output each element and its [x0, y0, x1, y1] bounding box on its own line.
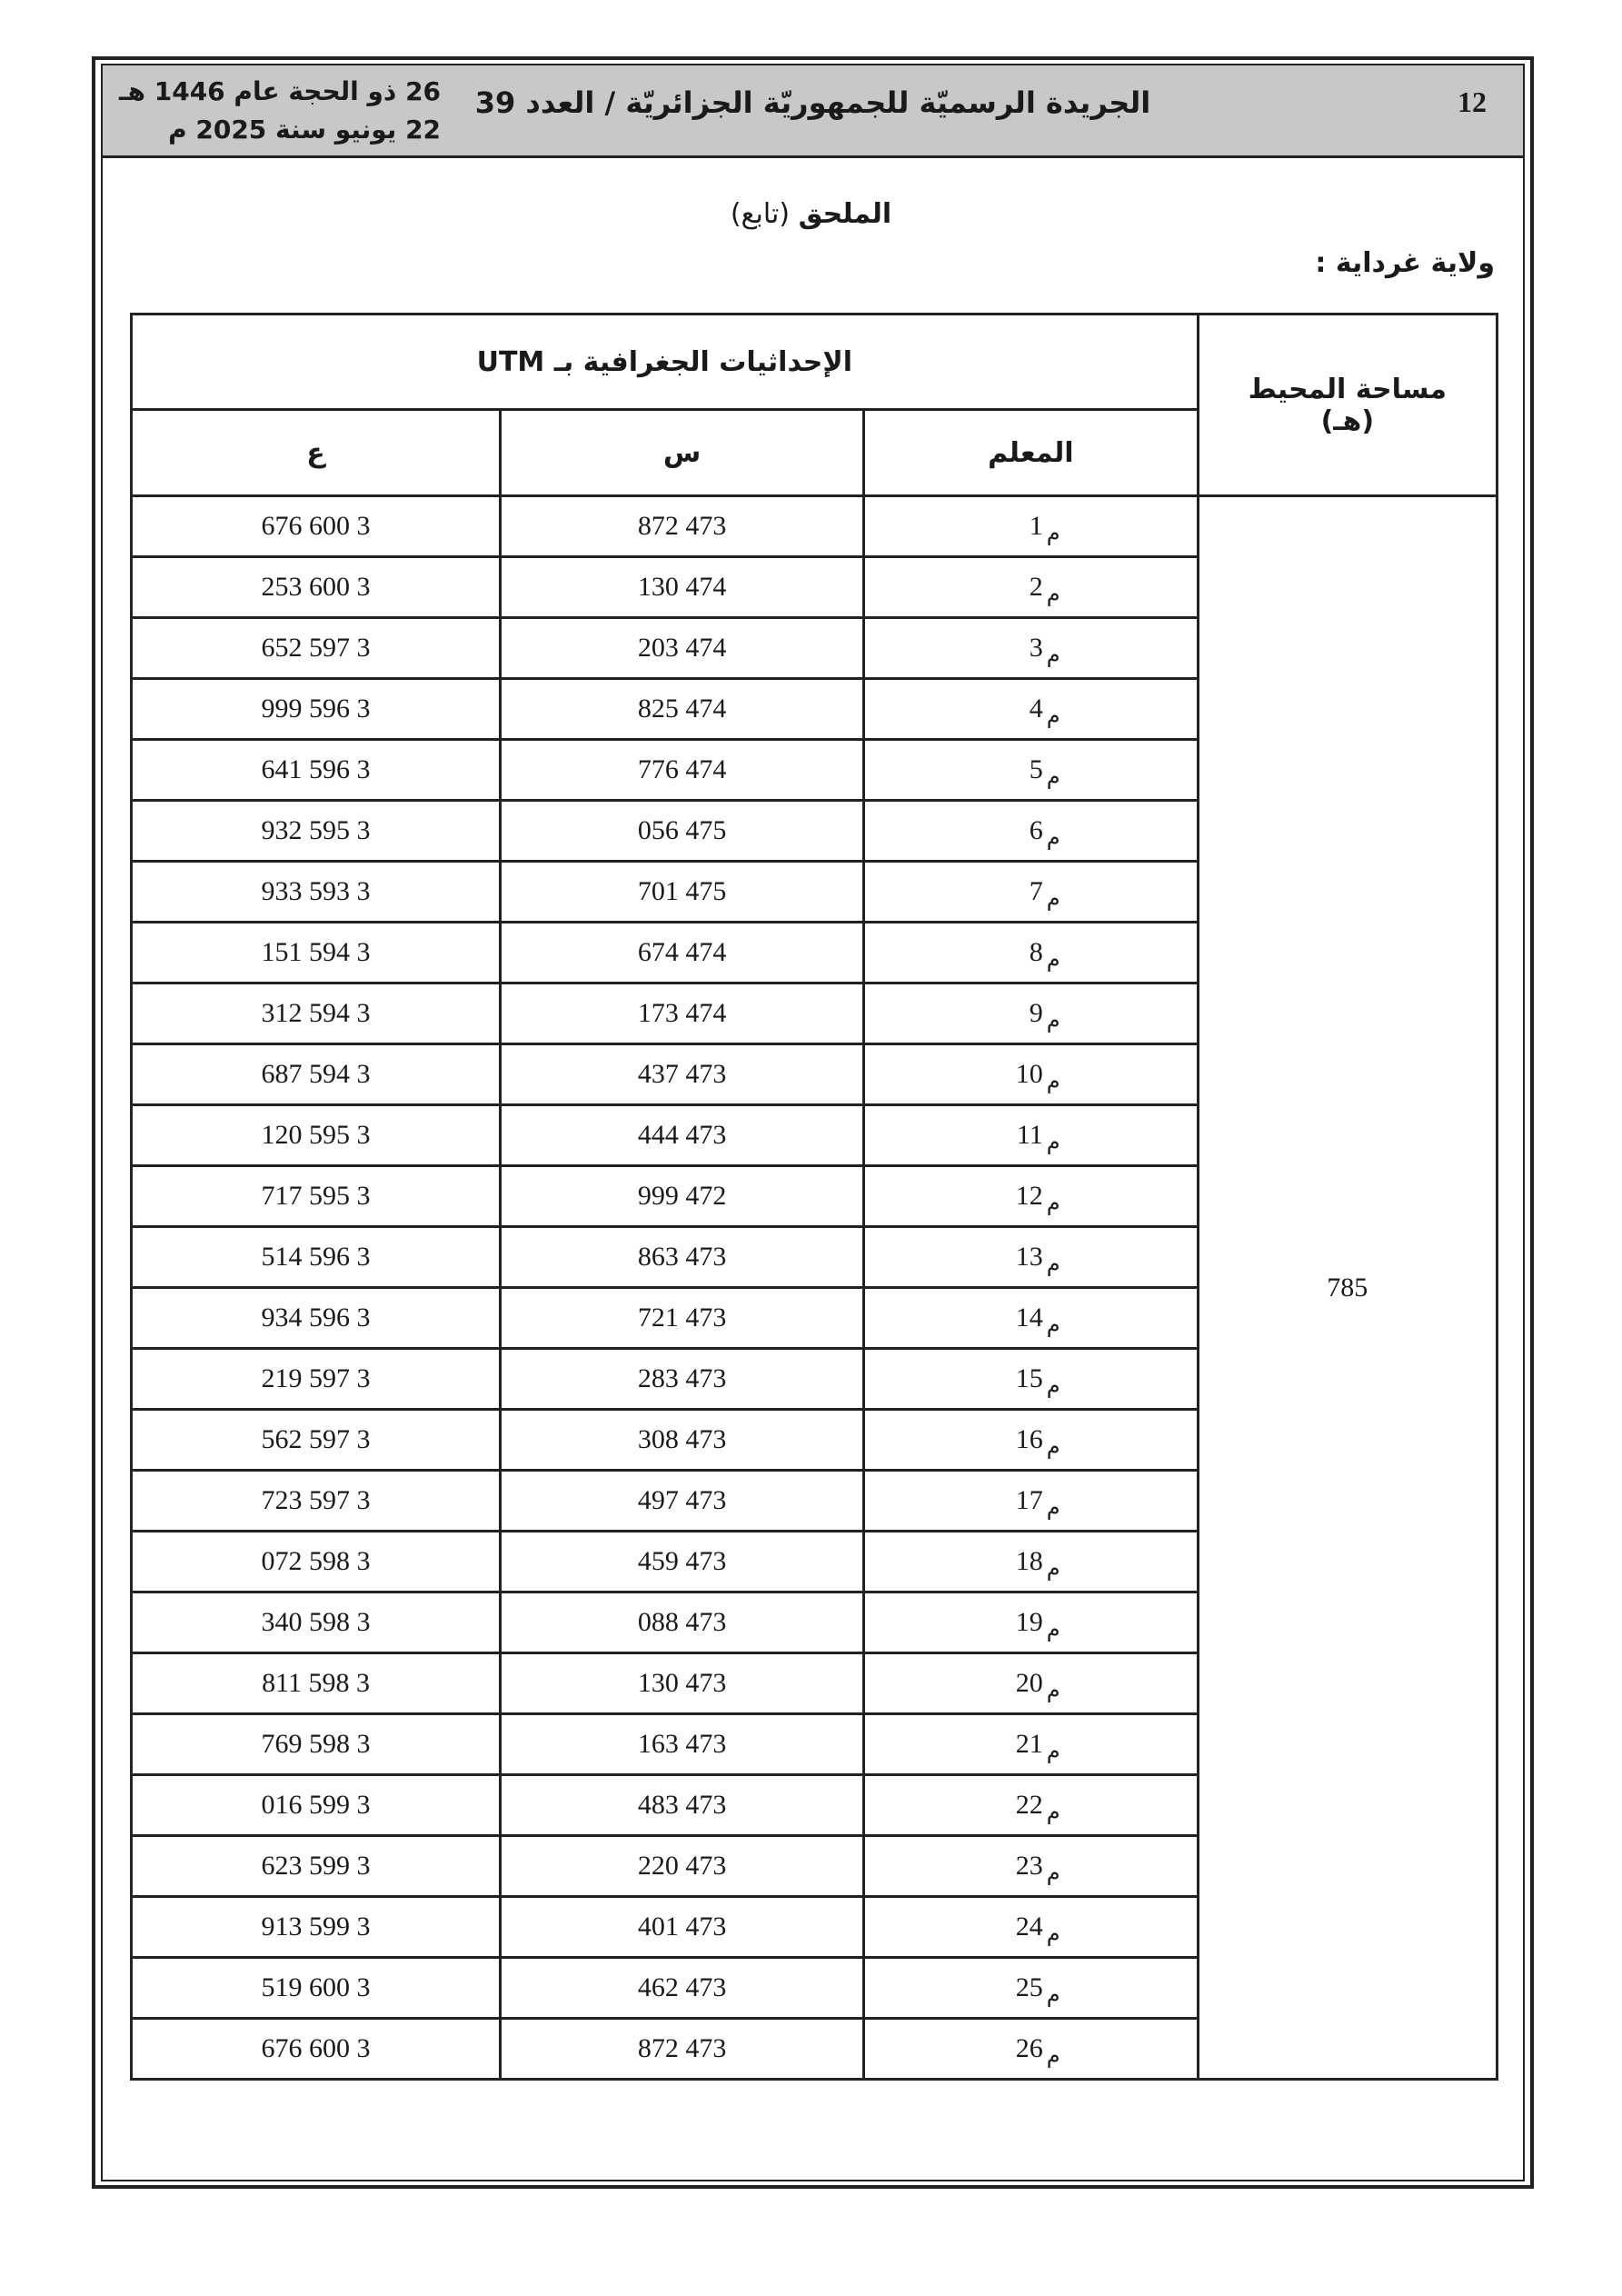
- table-body: [132, 496, 1498, 2080]
- mark-number: 19: [1015, 1607, 1043, 1637]
- x-coordinate: 475 056: [501, 801, 864, 862]
- x-header: س: [501, 410, 864, 496]
- y-coordinate: 3 595 120: [132, 1105, 501, 1166]
- mark-prefix: م: [1046, 2042, 1060, 2068]
- x-coordinate: 473 283: [501, 1349, 864, 1410]
- mark-prefix: م: [1046, 1921, 1060, 1946]
- date-gregorian: 22 يونيو سنة 2025 م: [168, 115, 442, 145]
- mark-prefix: م: [1046, 1616, 1060, 1642]
- mark-cell: [864, 557, 1199, 618]
- mark-cell: [864, 1653, 1199, 1714]
- mark-prefix: م: [1046, 1738, 1060, 1763]
- mark-number: 10: [1015, 1059, 1043, 1089]
- y-coordinate: 3 600 676: [132, 2019, 501, 2080]
- mark-prefix: م: [1046, 1312, 1060, 1337]
- mark-cell: [864, 1227, 1199, 1288]
- mark-cell: [864, 801, 1199, 862]
- y-coordinate: 3 598 811: [132, 1653, 501, 1714]
- mark-number: 8: [1029, 937, 1043, 967]
- x-coordinate: 473 437: [501, 1044, 864, 1105]
- mark-cell: [864, 1836, 1199, 1897]
- x-coordinate: 474 674: [501, 923, 864, 983]
- mark-number: 20: [1015, 1668, 1043, 1698]
- mark-number: 25: [1015, 1972, 1043, 2002]
- mark-number: 6: [1029, 815, 1043, 845]
- y-coordinate: 3 598 072: [132, 1532, 501, 1592]
- mark-cell: [864, 983, 1199, 1044]
- y-header: ع: [132, 410, 501, 496]
- mark-prefix: م: [1046, 1982, 1060, 2007]
- x-coordinate: 474 825: [501, 679, 864, 740]
- mark-header: المعلم: [864, 410, 1199, 496]
- mark-prefix: م: [1046, 1129, 1060, 1154]
- mark-number: 1: [1029, 511, 1043, 541]
- y-coordinate: 3 597 723: [132, 1471, 501, 1532]
- mark-number: 11: [1016, 1120, 1043, 1150]
- y-coordinate: 3 594 312: [132, 983, 501, 1044]
- y-coordinate: 3 596 641: [132, 740, 501, 801]
- mark-number: 4: [1029, 694, 1043, 724]
- mark-number: 7: [1029, 876, 1043, 906]
- x-coordinate: 473 872: [501, 2019, 864, 2080]
- mark-prefix: م: [1046, 1068, 1060, 1093]
- mark-cell: [864, 1410, 1199, 1471]
- mark-number: 14: [1015, 1303, 1043, 1333]
- mark-cell: [864, 1166, 1199, 1227]
- y-coordinate: 3 593 933: [132, 862, 501, 923]
- x-coordinate: 473 483: [501, 1775, 864, 1836]
- annex-label: الملحق: [798, 198, 892, 230]
- area-header-label: مساحة المحيط: [1248, 373, 1447, 405]
- mark-prefix: م: [1046, 642, 1060, 667]
- mark-number: 5: [1029, 754, 1043, 784]
- mark-cell: [864, 1775, 1199, 1836]
- mark-number: 16: [1015, 1424, 1043, 1454]
- mark-cell: [864, 1592, 1199, 1653]
- mark-cell: [864, 1471, 1199, 1532]
- mark-number: 3: [1029, 633, 1043, 663]
- mark-cell: [864, 862, 1199, 923]
- mark-prefix: م: [1046, 581, 1060, 606]
- x-coordinate: 472 999: [501, 1166, 864, 1227]
- y-coordinate: 3 596 934: [132, 1288, 501, 1349]
- gazette-title: الجريدة الرسميّة للجمهوريّة الجزائريّة / العدد 39: [474, 85, 1151, 120]
- y-coordinate: 3 598 340: [132, 1592, 501, 1653]
- y-coordinate: 3 594 687: [132, 1044, 501, 1105]
- y-coordinate: 3 596 514: [132, 1227, 501, 1288]
- mark-prefix: م: [1046, 885, 1060, 911]
- x-coordinate: 473 401: [501, 1897, 864, 1958]
- x-coordinate: 473 497: [501, 1471, 864, 1532]
- y-coordinate: 3 594 151: [132, 923, 501, 983]
- mark-cell: [864, 1714, 1199, 1775]
- mark-cell: [864, 1897, 1199, 1958]
- x-coordinate: 475 701: [501, 862, 864, 923]
- mark-number: 12: [1015, 1181, 1043, 1211]
- y-coordinate: 3 599 016: [132, 1775, 501, 1836]
- mark-prefix: م: [1046, 1677, 1060, 1702]
- y-coordinate: 3 595 932: [132, 801, 501, 862]
- mark-cell: [864, 679, 1199, 740]
- annex-suffix: (تابع): [730, 198, 791, 230]
- mark-number: 18: [1015, 1546, 1043, 1576]
- y-coordinate: 3 596 999: [132, 679, 501, 740]
- mark-cell: [864, 1288, 1199, 1349]
- mark-number: 2: [1029, 572, 1043, 602]
- x-coordinate: 474 130: [501, 557, 864, 618]
- page-number: 12: [1458, 85, 1487, 118]
- x-coordinate: 473 721: [501, 1288, 864, 1349]
- x-coordinate: 473 863: [501, 1227, 864, 1288]
- mark-cell: [864, 923, 1199, 983]
- mark-prefix: م: [1046, 946, 1060, 972]
- wilaya-heading: ولاية غرداية :: [1315, 247, 1495, 279]
- x-coordinate: 473 088: [501, 1592, 864, 1653]
- mark-prefix: م: [1046, 703, 1060, 728]
- mark-cell: [864, 1958, 1199, 2019]
- y-coordinate: 3 597 562: [132, 1410, 501, 1471]
- mark-number: 9: [1029, 998, 1043, 1028]
- y-coordinate: 3 598 769: [132, 1714, 501, 1775]
- date-hijri: 26 ذو الحجة عام 1446 هـ: [119, 76, 442, 106]
- mark-cell: [864, 740, 1199, 801]
- mark-prefix: م: [1046, 1007, 1060, 1033]
- x-coordinate: 473 459: [501, 1532, 864, 1592]
- mark-prefix: م: [1046, 764, 1060, 789]
- area-value: 785: [1198, 496, 1497, 2080]
- x-coordinate: 473 872: [501, 496, 864, 557]
- page-header: [103, 65, 1523, 158]
- mark-number: 24: [1015, 1912, 1043, 1942]
- table-row: [132, 496, 1498, 557]
- y-coordinate: 3 597 219: [132, 1349, 501, 1410]
- mark-prefix: م: [1046, 824, 1060, 850]
- mark-cell: [864, 2019, 1199, 2080]
- mark-cell: [864, 1532, 1199, 1592]
- mark-number: 13: [1015, 1242, 1043, 1272]
- mark-cell: [864, 1105, 1199, 1166]
- x-coordinate: 474 173: [501, 983, 864, 1044]
- x-coordinate: 473 220: [501, 1836, 864, 1897]
- mark-cell: [864, 1044, 1199, 1105]
- coords-header: الإحداثيات الجغرافية بـ UTM: [132, 314, 1199, 410]
- x-coordinate: 473 462: [501, 1958, 864, 2019]
- mark-prefix: م: [1046, 520, 1060, 545]
- mark-prefix: م: [1046, 1373, 1060, 1398]
- area-header: [1198, 314, 1497, 496]
- x-coordinate: 473 130: [501, 1653, 864, 1714]
- mark-number: 15: [1015, 1363, 1043, 1393]
- mark-number: 17: [1015, 1485, 1043, 1515]
- y-coordinate: 3 600 519: [132, 1958, 501, 2019]
- mark-cell: [864, 618, 1199, 679]
- y-coordinate: 3 599 623: [132, 1836, 501, 1897]
- mark-number: 22: [1015, 1790, 1043, 1820]
- x-coordinate: 474 776: [501, 740, 864, 801]
- mark-cell: [864, 496, 1199, 557]
- y-coordinate: 3 600 253: [132, 557, 501, 618]
- mark-number: 23: [1015, 1851, 1043, 1881]
- mark-prefix: م: [1046, 1494, 1060, 1520]
- mark-prefix: م: [1046, 1799, 1060, 1824]
- y-coordinate: 3 600 676: [132, 496, 501, 557]
- x-coordinate: 473 444: [501, 1105, 864, 1166]
- mark-cell: [864, 1349, 1199, 1410]
- y-coordinate: 3 599 913: [132, 1897, 501, 1958]
- mark-number: 26: [1015, 2033, 1043, 2063]
- mark-prefix: م: [1046, 1555, 1060, 1581]
- coordinates-table: [130, 313, 1498, 2081]
- mark-number: 21: [1015, 1729, 1043, 1759]
- mark-prefix: م: [1046, 1433, 1060, 1459]
- area-header-unit: (هـ): [1320, 404, 1375, 437]
- x-coordinate: 473 308: [501, 1410, 864, 1471]
- y-coordinate: 3 597 652: [132, 618, 501, 679]
- header-date: [119, 73, 441, 149]
- y-coordinate: 3 595 717: [132, 1166, 501, 1227]
- mark-prefix: م: [1046, 1251, 1060, 1276]
- x-coordinate: 474 203: [501, 618, 864, 679]
- mark-prefix: م: [1046, 1190, 1060, 1215]
- mark-prefix: م: [1046, 1860, 1060, 1885]
- annex-title: [0, 198, 1622, 230]
- x-coordinate: 473 163: [501, 1714, 864, 1775]
